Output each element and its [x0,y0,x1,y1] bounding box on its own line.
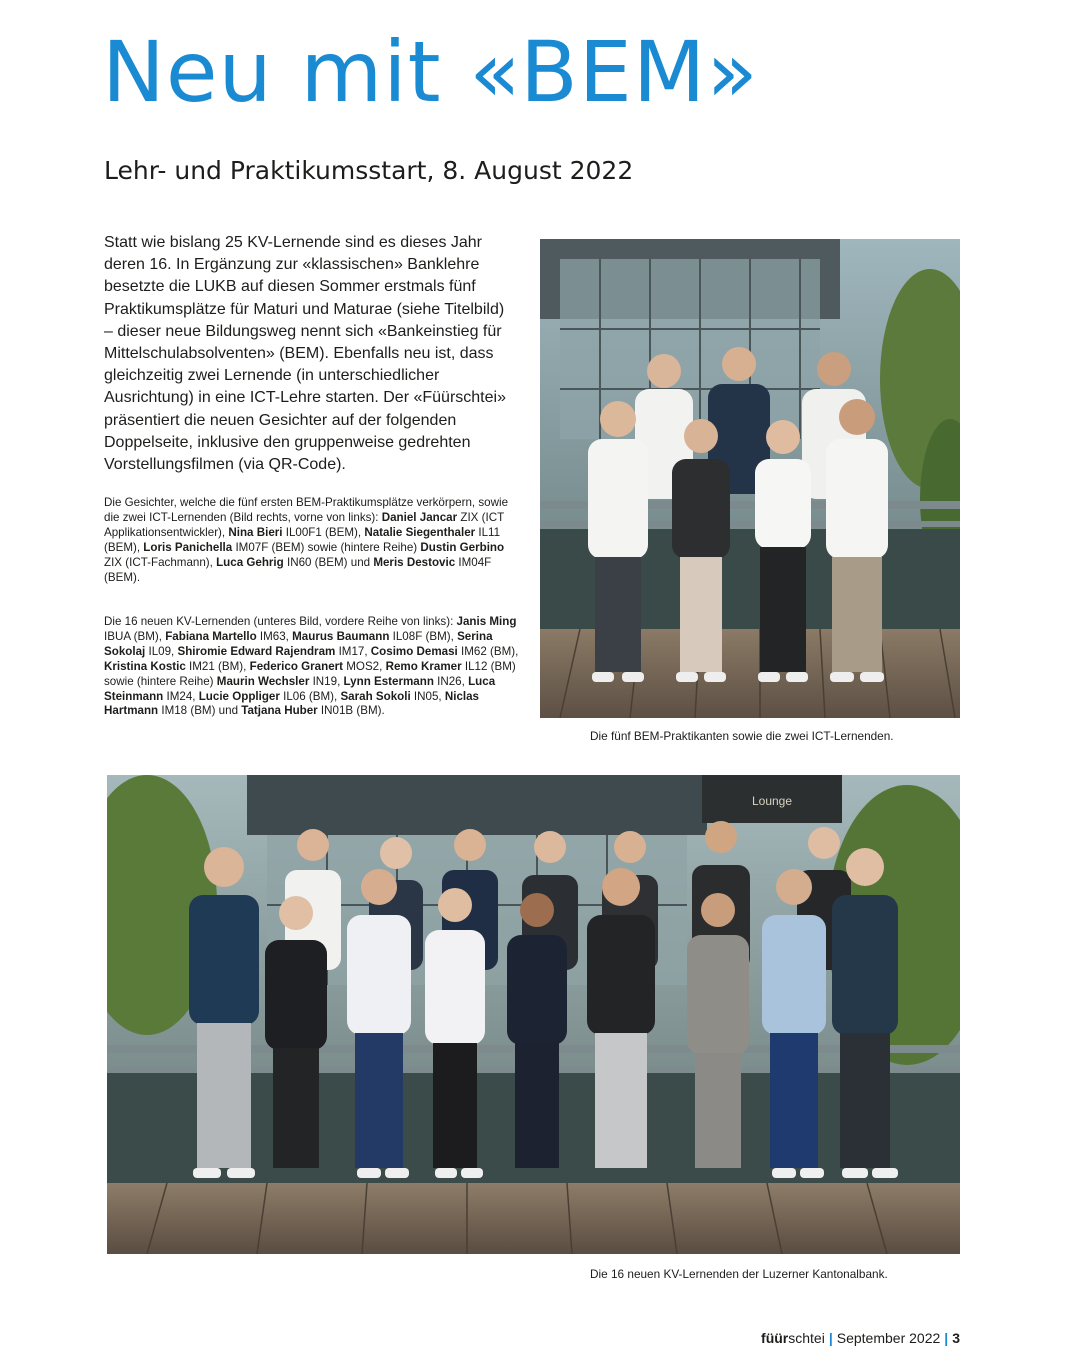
person-name: Shiromie Edward Rajendram [177,644,336,658]
person-name: Luca Gehrig [216,555,284,569]
person-name: Nina Bieri [228,525,283,539]
person-name: Tatjana Huber [241,704,318,718]
person-name: Sarah Sokoli [340,689,411,703]
photo2-caption: Die 16 neuen KV-Lernenden der Luzerner Kantonalbank. [590,1267,888,1281]
person-name: Lucie Oppliger [198,689,280,703]
caption-kv-lernende: Die 16 neuen KV-Lernenden (unteres Bild, vordere Reihe von links): Janis Ming IBUA (BM), Fabiana Martello IM63, Maurus Baumann IL08F (BM), Serina Sokolaj IL09, Shiromie Edward Rajendram IM17, Cosimo Demasi IM62 (BM), Kristina Kostic IM21 (BM), Federico Granert MOS2, Remo Kramer IL12 (BM) sowie (hintere Reihe) Maurin Wechsler IN19, Lynn Estermann IN26, Luca Steinmann IM24, Lucie Oppliger IL06 (BM), Sarah Sokoli IN05, Niclas Hartmann IM18 (BM) und Tatjana Huber IN01B (BM). [104,615,519,718]
person-name: Lynn Estermann [343,674,434,688]
person-name: Maurus Baumann [292,629,390,643]
person-name: Loris Panichella [143,540,233,554]
person-name: Kristina Kostic [104,659,186,673]
person-name: Serina Sokolaj [104,629,493,658]
footer-separator: | [828,1330,833,1346]
footer-separator: | [944,1330,949,1346]
lead-paragraph: Statt wie bislang 25 KV-Lernende sind es dieses Jahr deren 16. In Ergänzung zur «klassischen» Banklehre besetzte die LUKB auf diesen Sommer erstmals fünf Praktikumsplätze für Maturi und Maturae (siehe Titelbild) – dieser neue Bildungsweg nennt sich «Bankeinstieg für Mittelschulabsolventen» (BEM). Ebenfalls neu ist, dass gleichzeitig zwei Lernende (in unterschiedlicher Ausrichtung) in eine ICT-Lehre starten. Der «Füürschtei» präsentiert die neuen Gesichter auf der folgenden Doppelseite, inklusive den gruppenweise gedrehten Vorstellungsfilmen (via QR-Code). [104,234,506,474]
group-photo-bem-ict [540,239,960,718]
person-name: Cosimo Demasi [370,644,458,658]
caption-bem-ict: Die Gesichter, welche die fünf ersten BEM-Praktikumsplätze verkörpern, sowie die zwei ICT-Lernenden (Bild rechts, vorne von links): Daniel Jancar ZIX (ICT Applikationsentwickler), Nina Bieri IL00F1 (BEM), Natalie Siegenthaler IL11 (BEM), Loris Panichella IM07F (BEM) sowie (hintere Reihe) Dustin Gerbino ZIX (ICT-Fachmann), Luca Gehrig IN60 (BEM) und Meris Destovic IM04F (BEM). [104,496,509,584]
page-title: Neu mit «BEM» [102,23,759,121]
person-name: Maurin Wechsler [216,674,310,688]
page-subtitle: Lehr- und Praktikumsstart, 8. August 2022 [104,156,634,185]
person-name: Luca Steinmann [104,674,496,703]
person-name: Dustin Gerbino [420,540,505,554]
person-name: Meris Destovic [373,555,456,569]
group-photo-kv-lernende-image [107,775,960,1254]
person-name: Remo Kramer [385,659,462,673]
person-name: Niclas Hartmann [104,689,480,718]
person-name: Daniel Jancar [381,510,458,524]
page-number: 3 [952,1330,960,1346]
person-name: Federico Granert [249,659,344,673]
footer-issue: September 2022 [836,1330,941,1346]
person-name: Fabiana Martello [165,629,257,643]
footer-brand-bold: füür [761,1330,789,1346]
footer-brand-rest: schtei [788,1330,825,1346]
group-photo-kv-lernende [107,775,960,1254]
person-name: Janis Ming [456,615,517,628]
building-sign: Lounge [751,794,793,808]
page-footer [761,1329,960,1347]
group-photo-bem-ict-image [540,239,960,718]
photo1-caption: Die fünf BEM-Praktikanten sowie die zwei ICT-Lernenden. [590,729,894,743]
person-name: Natalie Siegenthaler [364,525,476,539]
